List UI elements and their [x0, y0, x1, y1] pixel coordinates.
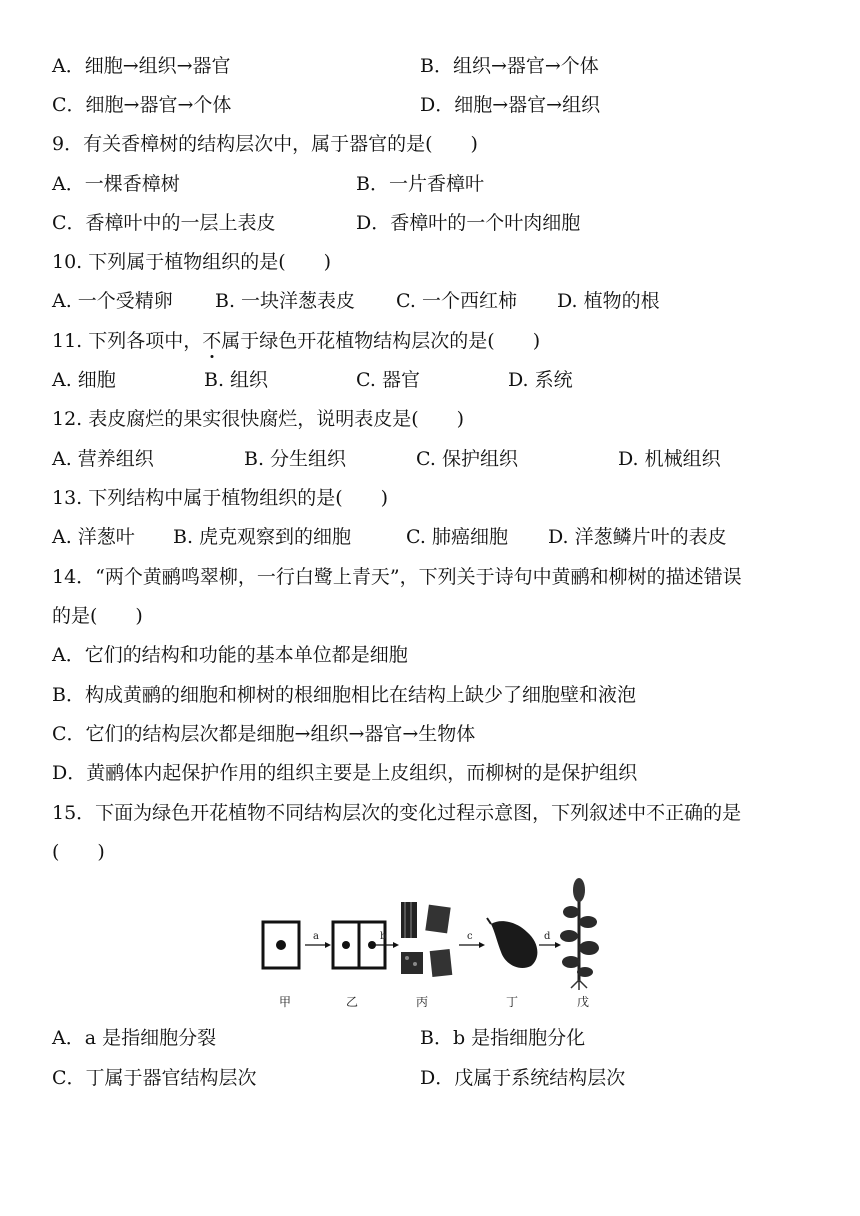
arrow-d-icon [539, 942, 561, 948]
q9-option-b: B．一片香樟叶 [356, 173, 484, 195]
q15-option-a: A．a 是指细胞分裂 [52, 1027, 217, 1049]
q15-option-d: D．戊属于系统结构层次 [420, 1067, 626, 1089]
q8-option-b: B．组织→器官→个体 [420, 55, 599, 77]
stage-label-bing: 丙 [415, 995, 429, 1009]
q10-option-a: A. 一个受精卵 [52, 290, 173, 312]
q11-stem-pre: 11. 下列各项中， [52, 330, 203, 352]
stage-label-jia: 甲 [278, 995, 292, 1009]
q15-option-c: C．丁属于器官结构层次 [52, 1067, 257, 1089]
q12-option-a: A. 营养组织 [52, 448, 154, 470]
q13-option-d: D. 洋葱鳞片叶的表皮 [548, 526, 727, 548]
stage-jia-cell-icon [263, 922, 299, 968]
plant-structure-figure [255, 872, 615, 1014]
arrow-label-d: d [544, 931, 551, 942]
q12-option-c: C. 保护组织 [416, 448, 518, 470]
q14-stem-line2: 的是( ) [52, 605, 143, 627]
q8-option-d: D．细胞→器官→组织 [420, 94, 601, 116]
q10-option-b: B. 一块洋葱表皮 [215, 290, 356, 312]
q10-stem: 10. 下列属于植物组织的是( ) [52, 251, 332, 273]
arrow-label-a: a [313, 931, 319, 942]
q9-option-c: C．香樟叶中的一层上表皮 [52, 212, 276, 234]
q10-option-c: C. 一个西红柿 [396, 290, 517, 312]
q13-option-a: A. 洋葱叶 [52, 526, 135, 548]
q14-option-d: D．黄鹂体内起保护作用的组织主要是上皮组织，而柳树的是保护组织 [52, 762, 638, 784]
q13-option-c: C. 肺癌细胞 [406, 526, 508, 548]
q11-option-a: A. 细胞 [52, 369, 116, 391]
stage-label-wu: 戊 [576, 995, 590, 1009]
arrow-label-b: b [380, 931, 387, 942]
q12-option-d: D. 机械组织 [618, 448, 721, 470]
q14-option-b: B．构成黄鹂的细胞和柳树的根细胞相比在结构上缺少了细胞壁和液泡 [52, 684, 636, 706]
q13-option-b: B. 虎克观察到的细胞 [173, 526, 352, 548]
q8-option-c: C．细胞→器官→个体 [52, 94, 232, 116]
q15-stem-line2: ( ) [52, 841, 105, 863]
q9-option-d: D．香樟叶的一个叶肉细胞 [356, 212, 581, 234]
q9-stem: 9．有关香樟树的结构层次中，属于器官的是( ) [52, 133, 478, 155]
q11-emphasis-mark: 不 [202, 330, 222, 352]
q12-option-b: B. 分生组织 [244, 448, 347, 470]
arrow-label-c: c [467, 931, 473, 942]
q14-option-c: C．它们的结构层次都是细胞→组织→器官→生物体 [52, 723, 476, 745]
stage-bing-tissues-icon [401, 902, 452, 977]
stage-label-yi: 乙 [345, 995, 359, 1009]
arrow-a-icon [305, 942, 331, 948]
q11-option-c: C. 器官 [356, 369, 420, 391]
q15-stem-line1: 15．下面为绿色开花植物不同结构层次的变化过程示意图，下列叙述中不正确的是 [52, 802, 742, 824]
q11-stem [52, 329, 540, 353]
stage-wu-plant-icon [560, 878, 599, 990]
q11-stem-post: 属于绿色开花植物结构层次的是( ) [221, 330, 541, 352]
arrow-c-icon [459, 942, 485, 948]
q14-stem-line1: 14．“两个黄鹂鸣翠柳，一行白鹭上青天”，下列关于诗句中黄鹂和柳树的描述错误 [52, 566, 742, 588]
q13-stem: 13. 下列结构中属于植物组织的是( ) [52, 487, 389, 509]
q11-option-b: B. 组织 [204, 369, 269, 391]
stage-ding-leaf-icon [487, 918, 537, 968]
q11-option-d: D. 系统 [508, 369, 573, 391]
q14-option-a: A．它们的结构和功能的基本单位都是细胞 [52, 644, 408, 666]
q10-option-d: D. 植物的根 [557, 290, 660, 312]
q15-option-b: B．b 是指细胞分化 [420, 1027, 586, 1049]
q9-option-a: A．一棵香樟树 [52, 173, 180, 195]
q8-option-a: A．细胞→组织→器官 [52, 55, 231, 77]
q12-stem: 12. 表皮腐烂的果实很快腐烂，说明表皮是( ) [52, 408, 465, 430]
stage-label-ding: 丁 [505, 995, 519, 1009]
